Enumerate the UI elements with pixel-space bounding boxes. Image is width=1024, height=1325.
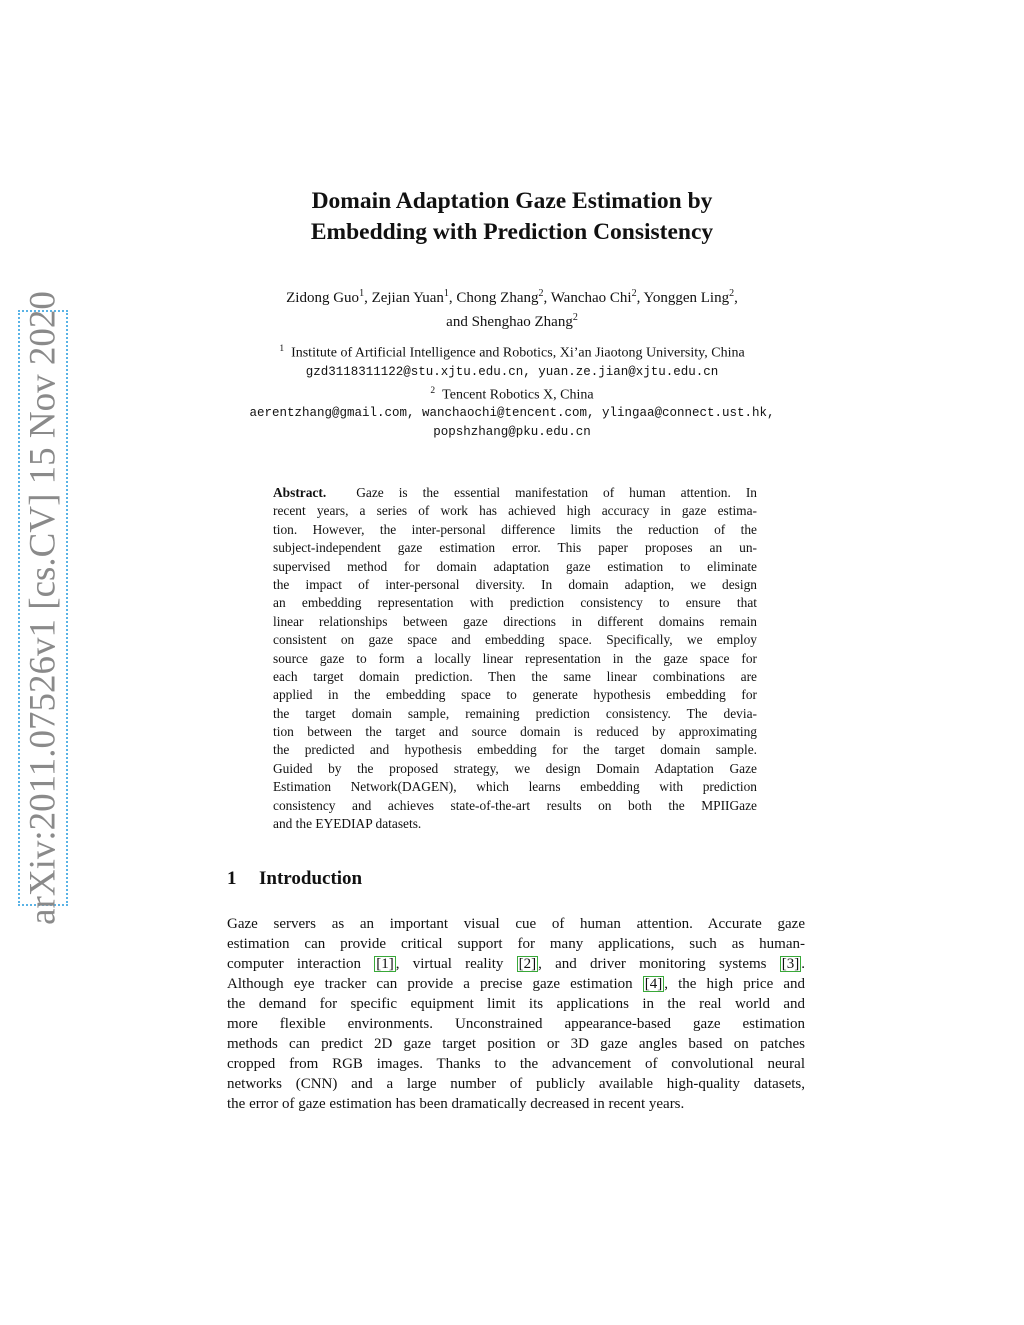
abstract-line: an embedding representation with prediction consistency to ensure that [273,595,757,611]
paragraph-line [227,974,805,994]
abstract-line: supervised method for domain adaptation gaze estimation to eliminate [273,558,757,574]
author-name: Shenghao Zhang [471,314,573,330]
paragraph-line: networks (CNN) and a large number of publicly available high-quality datasets, [227,1076,805,1092]
abstract [273,484,757,833]
paragraph-line: more flexible environments. Unconstrained appearance-based gaze estimation [227,1016,805,1032]
paragraph-line: methods can predict 2D gaze target position or 3D gaze angles based on patches [227,1036,805,1052]
title-line-2: Embedding with Prediction Consistency [310,219,714,245]
text-run: Although eye tracker can provide a precise gaze estimation [227,976,643,992]
author-affiliation-mark: 2 [572,312,578,323]
author-name: Wanchao Chi [550,290,632,306]
citation-link[interactable]: [1] [376,956,394,972]
affiliation-2: Tencent Robotics X, China [442,387,594,403]
abstract-line: source gaze to form a locally linear representation in the gaze space for [273,650,757,666]
affiliation-2-emails-cont: popshzhang@pku.edu.cn [433,425,591,440]
abstract-line: Estimation Network(DAGEN), which learns embedding with prediction [273,779,757,795]
paragraph-line: cropped from RGB images. Thanks to the advancement of convolutional neural [227,1056,805,1072]
text-run: computer interaction [227,956,375,972]
abstract-line: the target domain sample, remaining prediction consistency. The devia- [273,705,757,721]
abstract-line: consistent on gaze space and embedding space. Specifically, we employ [273,632,757,648]
abstract-line: tion between the target and source domain is reduced by approximating [273,724,757,740]
text-run: , and driver monitoring systems [538,956,780,972]
section-heading [227,868,362,890]
abstract-line: tion. However, the inter-personal difference limits the reduction of the [273,521,757,537]
paragraph-line: the error of gaze estimation has been dramatically decreased in recent years. [227,1096,685,1112]
text-run: , the high price and [664,976,806,992]
author-affiliation-mark: 2 [538,288,544,299]
author-conjunction: and [446,314,472,330]
text-run: . [801,956,805,972]
abstract-label: Abstract. [273,485,327,500]
paper-title [0,186,1024,248]
abstract-line: consistency and achieves state-of-the-art results on both the MPIIGaze [273,797,757,813]
author-list: Zidong Guo$^1$, Zejian Yuan$^1$, Chong Zhang$^2$, Wanchao Chi$^2$, Yonggen Ling$^2$, and Shenghao Zhang$^2$ [286,288,738,330]
author-name: Zidong Guo [286,290,360,306]
affiliation-1: Institute of Artificial Intelligence and Robotics, Xi’an Jiaotong University, China [291,345,745,361]
paragraph-line: estimation can provide critical support for many applications, such as human- [227,936,805,952]
author-affiliation-mark: 2 [729,288,735,299]
affiliation-2-emails: aerentzhang@gmail.com, wanchaochi@tencent.com, ylingaa@connect.ust.hk, [249,406,775,421]
abstract-line: Guided by the proposed strategy, we design Domain Adaptation Gaze [273,760,757,776]
abstract-line: linear relationships between gaze directions in different domains remain [273,613,757,629]
paragraph-line: the demand for specific equipment limit its applications in the real world and [227,996,805,1012]
abstract-line: Gaze is the essential manifestation of human attention. In [356,485,757,500]
paragraph-line [227,954,805,974]
affiliation-mark: 1 [279,344,285,354]
section-number: 1 [227,868,237,889]
abstract-line: the impact of inter-personal diversity. In domain adaption, we design [273,576,757,592]
affiliation-1-emails: gzd3118311122@stu.xjtu.edu.cn, yuan.ze.jian@xjtu.edu.cn [305,364,719,379]
author-affiliation-mark: 2 [631,288,637,299]
citation-link[interactable]: [2] [518,956,537,972]
author-affiliation-mark: 1 [359,288,365,299]
citation-link[interactable]: [3] [781,956,800,972]
abstract-line: recent years, a series of work has achieved high accuracy in gaze estima- [273,503,757,519]
abstract-line: and the EYEDIAP datasets. [273,816,422,832]
author-affiliation-mark: 1 [443,288,449,299]
introduction-paragraph [227,914,805,1114]
affiliation-mark: 2 [430,385,436,396]
author-name: Chong Zhang [456,290,539,306]
paragraph-line: Gaze servers as an important visual cue of human attention. Accurate gaze [227,916,805,932]
affiliations [0,340,1024,442]
abstract-line: the predicted and hypothesis embedding for the target domain sample. [273,742,757,758]
title-line-1: Domain Adaptation Gaze Estimation by [311,188,713,214]
author-name: Zejian Yuan [371,290,444,306]
author-name: Yonggen Ling [643,290,730,306]
abstract-line: applied in the embedding space to generate hypothesis embedding for [273,687,757,703]
citation-link[interactable]: [4] [644,976,663,992]
abstract-line: subject-independent gaze estimation error. This paper proposes an un- [273,540,757,556]
abstract-line: each target domain prediction. Then the same linear combinations are [273,668,757,684]
arxiv-identifier: arXiv:2011.07526v1 [cs.CV] 15 Nov 2020 [22,291,64,925]
text-run: , virtual reality [395,956,517,972]
section-title: Introduction [259,868,363,889]
